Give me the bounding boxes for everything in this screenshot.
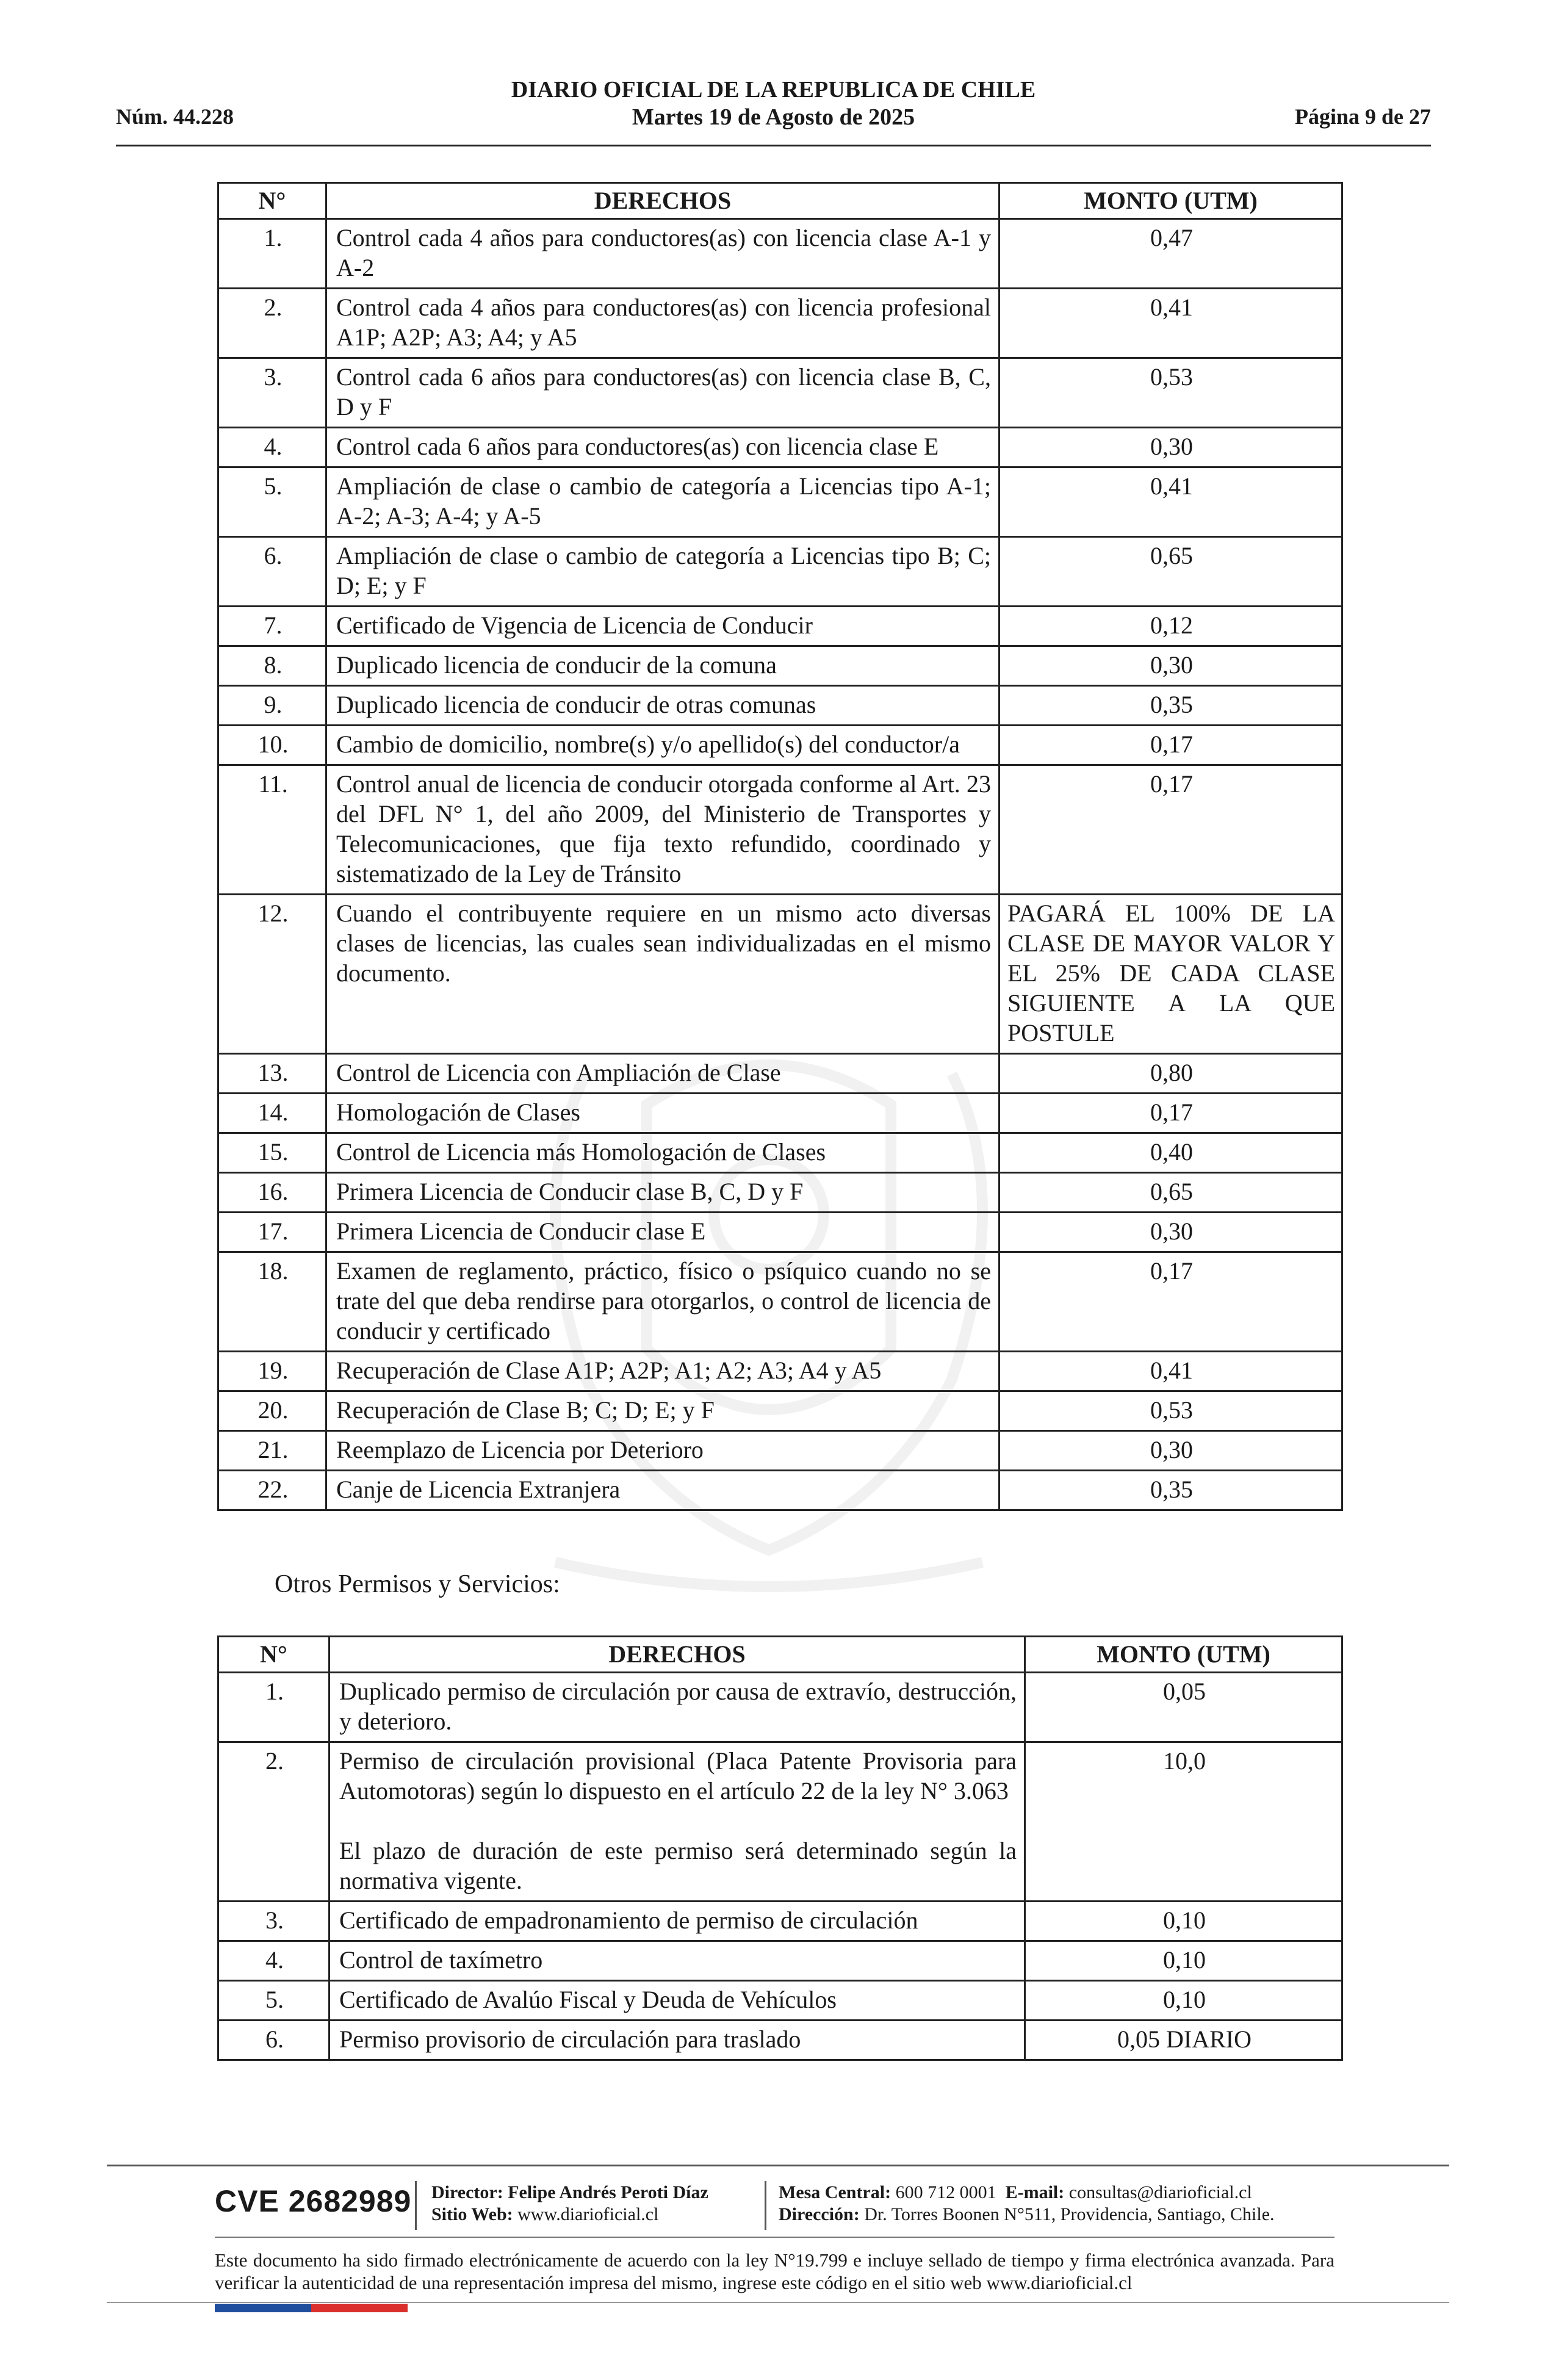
- row-description-text: Control de taxímetro: [339, 1946, 543, 1974]
- row-number: 7.: [218, 607, 326, 646]
- row-description: Homologación de Clases: [326, 1094, 1000, 1133]
- table-row: [218, 726, 1342, 765]
- footer-separator: [415, 2181, 417, 2230]
- address-label: Dirección:: [779, 2204, 860, 2224]
- row-description: Control cada 6 años para conductores(as) con licencia clase E: [326, 428, 1000, 467]
- row-number: 13.: [218, 1054, 326, 1094]
- table-row: [218, 219, 1342, 289]
- row-description: [330, 1673, 1025, 1742]
- row-description-text: Permiso de circulación provisional (Placa Patente Provisoria para Automotoras) según lo dispuesto en el artículo 22 de la ley N° 3.063: [339, 1747, 1017, 1805]
- row-description-text: Permiso provisorio de circulación para traslado: [339, 2025, 801, 2053]
- row-amount: PAGARÁ EL 100% DE LA CLASE DE MAYOR VALOR Y EL 25% DE CADA CLASE SIGUIENTE A LA QUE POSTULE: [1000, 895, 1342, 1054]
- table-row: [218, 1742, 1342, 1902]
- row-description: [330, 1941, 1025, 1981]
- row-number: 2.: [218, 1742, 330, 1902]
- director-name: Felipe Andrés Peroti Díaz: [508, 2182, 708, 2202]
- row-number: 14.: [218, 1094, 326, 1133]
- row-description: Control de Licencia más Homologación de Clases: [326, 1133, 1000, 1173]
- row-description-text: Duplicado permiso de circulación por causa de extravío, destrucción, y deterioro.: [339, 1678, 1017, 1735]
- row-description: Certificado de Vigencia de Licencia de Conducir: [326, 607, 1000, 646]
- row-description-text: Certificado de empadronamiento de permiso de circulación: [339, 1906, 918, 1934]
- license-fees-table: [217, 182, 1343, 1511]
- row-number: 4.: [218, 428, 326, 467]
- col-header-number: N°: [218, 1637, 330, 1673]
- table-row: [218, 2021, 1342, 2060]
- row-amount: 0,41: [1000, 289, 1342, 358]
- row-description: Control cada 4 años para conductores(as) con licencia profesional A1P; A2P; A3; A4; y A5: [326, 289, 1000, 358]
- row-description: Ampliación de clase o cambio de categoría a Licencias tipo B; C; D; E; y F: [326, 537, 1000, 607]
- footer-divider: [107, 2302, 1449, 2303]
- row-number: 17.: [218, 1213, 326, 1252]
- table-row: [218, 646, 1342, 686]
- footer-director-block: [431, 2182, 708, 2226]
- table-row: [218, 537, 1342, 607]
- footer-divider: [215, 2237, 1334, 2238]
- row-amount: 0,30: [1000, 1213, 1342, 1252]
- row-number: 21.: [218, 1431, 326, 1471]
- masthead: [116, 76, 1431, 131]
- row-number: 4.: [218, 1941, 330, 1981]
- section-label-otros-permisos: Otros Permisos y Servicios:: [275, 1570, 560, 1598]
- row-description: Control cada 6 años para conductores(as) con licencia clase B, C, D y F: [326, 358, 1000, 428]
- row-number: 18.: [218, 1252, 326, 1352]
- row-number: 19.: [218, 1352, 326, 1391]
- row-description-text: Certificado de Avalúo Fiscal y Deuda de Vehículos: [339, 1986, 837, 2013]
- row-description: Primera Licencia de Conducir clase E: [326, 1213, 1000, 1252]
- row-description: Recuperación de Clase B; C; D; E; y F: [326, 1391, 1000, 1431]
- row-description: Control anual de licencia de conducir otorgada conforme al Art. 23 del DFL N° 1, del año 2009, del Ministerio de Transportes y Telecomunicaciones, que fija texto refundido, coordinado y sistematizado de la Ley de Tránsito: [326, 765, 1000, 895]
- row-amount: 0,10: [1025, 1981, 1342, 2021]
- mesa-label: Mesa Central:: [779, 2182, 891, 2202]
- row-amount: 0,30: [1000, 1431, 1342, 1471]
- row-description-note: El plazo de duración de este permiso será determinado según la normativa vigente.: [339, 1837, 1017, 1894]
- row-amount: 0,17: [1000, 1094, 1342, 1133]
- row-number: 22.: [218, 1471, 326, 1510]
- flag-stripe-red: [311, 2304, 408, 2312]
- row-number: 2.: [218, 289, 326, 358]
- col-header-monto: MONTO (UTM): [1025, 1637, 1342, 1673]
- footer-separator: [765, 2181, 766, 2230]
- row-amount: 0,10: [1025, 1941, 1342, 1981]
- col-header-monto: MONTO (UTM): [1000, 183, 1342, 219]
- row-amount: 0,17: [1000, 1252, 1342, 1352]
- table-row: [218, 1252, 1342, 1352]
- table-row: [218, 1391, 1342, 1431]
- row-description: Cuando el contribuyente requiere en un mismo acto diversas clases de licencias, las cuales sean individualizadas en el mismo documento.: [326, 895, 1000, 1054]
- row-amount: 0,30: [1000, 428, 1342, 467]
- table-row: [218, 358, 1342, 428]
- footer-divider: [107, 2165, 1449, 2166]
- table-row: [218, 1094, 1342, 1133]
- table-row: [218, 1054, 1342, 1094]
- row-description: Reemplazo de Licencia por Deterioro: [326, 1431, 1000, 1471]
- table-row: [218, 1173, 1342, 1213]
- row-description: Primera Licencia de Conducir clase B, C, D y F: [326, 1173, 1000, 1213]
- email-label: E-mail:: [1005, 2182, 1065, 2202]
- row-amount: 0,40: [1000, 1133, 1342, 1173]
- row-description: [330, 1981, 1025, 2021]
- col-header-number: N°: [218, 183, 326, 219]
- email-link[interactable]: consultas@diarioficial.cl: [1068, 2182, 1252, 2202]
- row-number: 16.: [218, 1173, 326, 1213]
- row-amount: 0,53: [1000, 358, 1342, 428]
- row-amount: 0,30: [1000, 646, 1342, 686]
- row-number: 10.: [218, 726, 326, 765]
- address: Dr. Torres Boonen N°511, Providencia, Santiago, Chile.: [864, 2204, 1275, 2224]
- row-number: 3.: [218, 358, 326, 428]
- table-row: [218, 1431, 1342, 1471]
- row-description: Ampliación de clase o cambio de categoría a Licencias tipo A-1; A-2; A-3; A-4; y A-5: [326, 467, 1000, 537]
- row-amount: 0,17: [1000, 765, 1342, 895]
- row-description: Recuperación de Clase A1P; A2P; A1; A2; A3; A4 y A5: [326, 1352, 1000, 1391]
- row-description: Duplicado licencia de conducir de la comuna: [326, 646, 1000, 686]
- table-row: [218, 607, 1342, 646]
- row-number: 20.: [218, 1391, 326, 1431]
- row-number: 1.: [218, 1673, 330, 1742]
- table-row: [218, 289, 1342, 358]
- director-label: Director:: [431, 2182, 503, 2202]
- row-amount: 0,05 DIARIO: [1025, 2021, 1342, 2060]
- row-description: [330, 1902, 1025, 1941]
- web-link[interactable]: www.diarioficial.cl: [517, 2204, 659, 2224]
- table-row: [218, 467, 1342, 537]
- row-number: 5.: [218, 467, 326, 537]
- web-label: Sitio Web:: [431, 2204, 513, 2224]
- row-amount: 0,35: [1000, 686, 1342, 726]
- table-row: [218, 1673, 1342, 1742]
- other-permits-table: [217, 1635, 1343, 2061]
- table-row: [218, 1981, 1342, 2021]
- mesa-phone: 600 712 0001: [895, 2182, 996, 2202]
- row-number: 11.: [218, 765, 326, 895]
- row-amount: 0,80: [1000, 1054, 1342, 1094]
- row-number: 6.: [218, 2021, 330, 2060]
- row-number: 5.: [218, 1981, 330, 2021]
- row-description: Cambio de domicilio, nombre(s) y/o apellido(s) del conductor/a: [326, 726, 1000, 765]
- row-number: 15.: [218, 1133, 326, 1173]
- row-amount: 0,41: [1000, 1352, 1342, 1391]
- row-number: 9.: [218, 686, 326, 726]
- col-header-derechos: DERECHOS: [330, 1637, 1025, 1673]
- col-header-derechos: DERECHOS: [326, 183, 1000, 219]
- row-description: Duplicado licencia de conducir de otras comunas: [326, 686, 1000, 726]
- row-number: 12.: [218, 895, 326, 1054]
- table-row: [218, 1133, 1342, 1173]
- row-number: 3.: [218, 1902, 330, 1941]
- row-number: 6.: [218, 537, 326, 607]
- page-header: [116, 76, 1431, 146]
- row-description: [330, 2021, 1025, 2060]
- row-amount: 0,17: [1000, 726, 1342, 765]
- issue-number: Núm. 44.228: [116, 104, 234, 129]
- cve-code: CVE 2682989: [215, 2184, 412, 2218]
- table-row: [218, 1352, 1342, 1391]
- row-description: Examen de reglamento, práctico, físico o psíquico cuando no se trate del que deba rendirse para otorgarlos, o control de licencia de conducir y certificado: [326, 1252, 1000, 1352]
- row-amount: 0,41: [1000, 467, 1342, 537]
- row-amount: 0,10: [1025, 1902, 1342, 1941]
- table-row: [218, 1213, 1342, 1252]
- table-row: [218, 686, 1342, 726]
- row-description: Control cada 4 años para conductores(as) con licencia clase A-1 y A-2: [326, 219, 1000, 289]
- table-header-row: [218, 183, 1342, 219]
- row-amount: 0,65: [1000, 1173, 1342, 1213]
- row-amount: 0,53: [1000, 1391, 1342, 1431]
- page-number: Página 9 de 27: [1294, 104, 1431, 129]
- row-amount: 0,65: [1000, 537, 1342, 607]
- row-description: Canje de Licencia Extranjera: [326, 1471, 1000, 1510]
- table-row: [218, 765, 1342, 895]
- table-row: [218, 428, 1342, 467]
- row-number: 8.: [218, 646, 326, 686]
- row-amount: 10,0: [1025, 1742, 1342, 1902]
- footer-contact-block: [779, 2182, 1275, 2226]
- row-number: 1.: [218, 219, 326, 289]
- row-amount: 0,47: [1000, 219, 1342, 289]
- table-row: [218, 895, 1342, 1054]
- table-row: [218, 1471, 1342, 1510]
- row-amount: 0,05: [1025, 1673, 1342, 1742]
- table-row: [218, 1902, 1342, 1941]
- publication-title: DIARIO OFICIAL DE LA REPUBLICA DE CHILE: [511, 77, 1036, 103]
- row-description: Control de Licencia con Ampliación de Clase: [326, 1054, 1000, 1094]
- table-row: [218, 1941, 1342, 1981]
- row-amount: 0,35: [1000, 1471, 1342, 1510]
- row-amount: 0,12: [1000, 607, 1342, 646]
- signature-note: Este documento ha sido firmado electrónicamente de acuerdo con la ley N°19.799 e incluye sellado de tiempo y firma electrónica avanzada. Para verificar la autenticidad de una representación impresa del mismo, ingrese este código en el sitio web www.diarioficial.cl: [215, 2249, 1334, 2293]
- flag-stripe-blue: [215, 2304, 311, 2312]
- table-header-row: [218, 1637, 1342, 1673]
- row-description: [330, 1742, 1025, 1902]
- publication-date: Martes 19 de Agosto de 2025: [632, 104, 915, 130]
